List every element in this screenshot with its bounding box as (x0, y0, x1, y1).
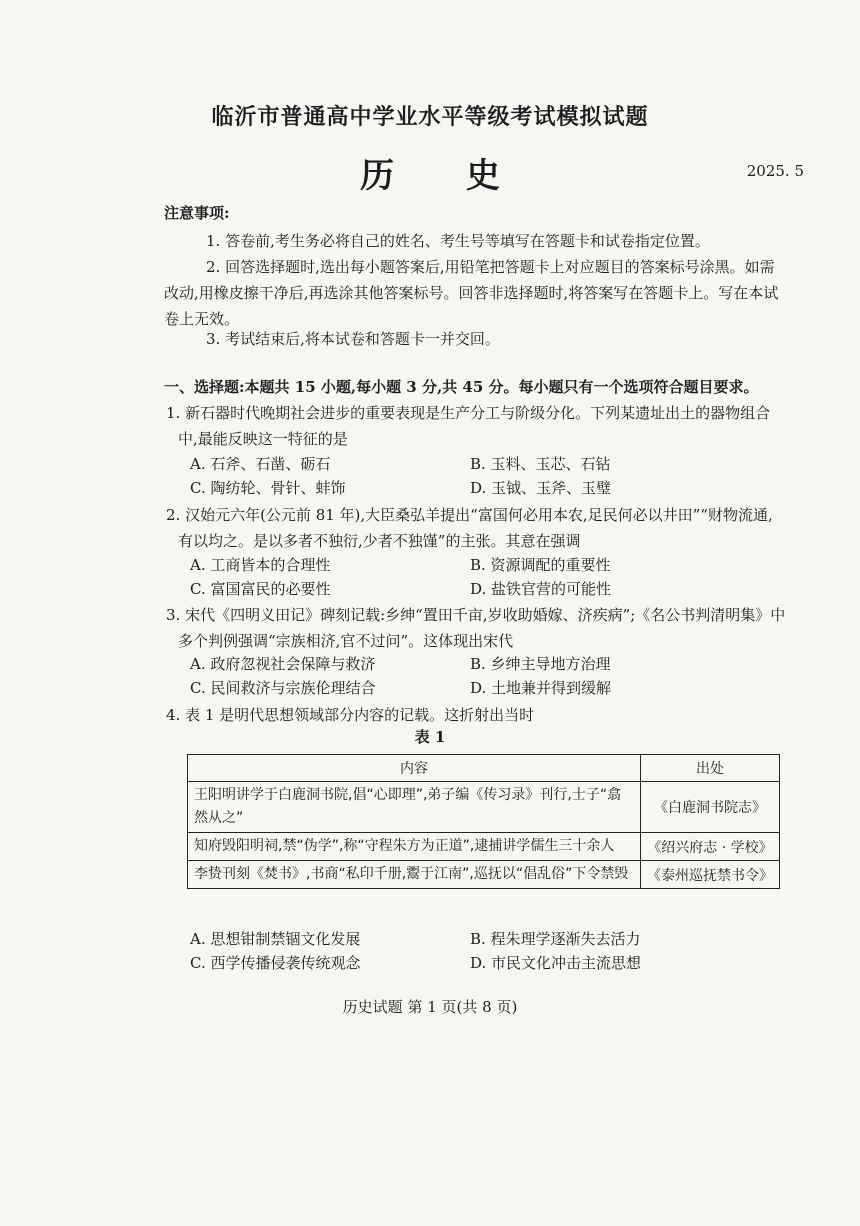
option-d: D. 市民文化冲击主流思想 (470, 954, 642, 972)
table-row (188, 861, 780, 889)
exam-title: 临沂市普通高中学业水平等级考试模拟试题 (211, 104, 649, 130)
question-stem: 2. 汉始元六年(公元前 81 年),大臣桑弘羊提出“富国何必用本农,足民何必以井田”“财物流通,有以均之。是以多者不独衍,少者不独馑”的主张。其意在强调 (166, 506, 773, 550)
option-d: D. 盐铁官营的可能性 (470, 580, 612, 598)
table-1 (187, 754, 780, 889)
column-header-source: 出处 (641, 755, 780, 782)
table-caption: 表 1 (414, 728, 446, 746)
option-b: B. 乡绅主导地方治理 (470, 655, 611, 673)
option-d: D. 玉钺、玉斧、玉璧 (470, 479, 612, 497)
section-heading: 一、选择题:本题共 15 小题,每小题 3 分,共 45 分。每小题只有一个选项符合题目要求。 (164, 378, 759, 396)
question-2 (166, 502, 786, 554)
option-b: B. 资源调配的重要性 (470, 556, 611, 574)
page-footer: 历史试题 第 1 页(共 8 页) (342, 998, 518, 1016)
option-a: A. 石斧、石凿、砺石 (190, 455, 331, 473)
question-stem: 3. 宋代《四明义田记》碑刻记载:乡绅“置田千亩,岁收助婚嫁、济疾病”;《名公书判清明集》中多个判例强调“宗族相济,官不过问”。这体现出宋代 (166, 606, 786, 650)
table-cell-content: 王阳明讲学于白鹿洞书院,倡“心即理”,弟子编《传习录》刊行,士子“翕然从之” (188, 782, 641, 833)
notes-heading: 注意事项: (164, 204, 230, 222)
question-1 (166, 400, 786, 452)
column-header-content: 内容 (188, 755, 641, 782)
question-4 (166, 702, 786, 728)
note-item-1: 1. 答卷前,考生务必将自己的姓名、考生号等填写在答题卡和试卷指定位置。 (206, 232, 710, 250)
question-3 (166, 602, 786, 654)
table-row (188, 782, 780, 833)
table-cell-content: 李贽刊刻《焚书》,书商“私印千册,鬻于江南”,巡抚以“倡乱俗”下令禁毁 (188, 861, 641, 889)
table-cell-content: 知府毁阳明祠,禁“伪学”,称“守程朱方为正道”,逮捕讲学儒生三十余人 (188, 833, 641, 861)
option-c: C. 民间救济与宗族伦理结合 (190, 679, 376, 697)
question-stem: 4. 表 1 是明代思想领域部分内容的记载。这折射出当时 (166, 706, 535, 724)
table-cell-source: 《绍兴府志 · 学校》 (641, 833, 780, 861)
option-c: C. 陶纺轮、骨针、蚌饰 (190, 479, 346, 497)
option-a: A. 工商皆本的合理性 (190, 556, 331, 574)
option-b: B. 程朱理学逐渐失去活力 (470, 930, 641, 948)
exam-date: 2025. 5 (746, 162, 804, 180)
option-b: B. 玉料、玉芯、石钻 (470, 455, 611, 473)
table-row (188, 833, 780, 861)
note-item-3: 3. 考试结束后,将本试卷和答题卡一并交回。 (206, 330, 500, 348)
table-header-row (188, 755, 780, 782)
question-stem: 1. 新石器时代晚期社会进步的重要表现是生产分工与阶级分化。下列某遗址出土的器物组合中,最能反映这一特征的是 (166, 404, 771, 448)
option-c: C. 西学传播侵袭传统观念 (190, 954, 361, 972)
table-cell-source: 《白鹿洞书院志》 (641, 782, 780, 833)
option-d: D. 土地兼并得到缓解 (470, 679, 612, 697)
note-item-2: 2. 回答选择题时,选出每小题答案后,用铅笔把答题卡上对应题目的答案标号涂黑。如需改动,用橡皮擦干净后,再选涂其他答案标号。回答非选择题时,将答案写在答题卡上。写在本试卷上无效。 (164, 258, 779, 328)
subject-title: 历 史 (360, 156, 530, 196)
option-a: A. 思想钳制禁锢文化发展 (190, 930, 361, 948)
table-cell-source: 《泰州巡抚禁书令》 (641, 861, 780, 889)
option-c: C. 富国富民的必要性 (190, 580, 331, 598)
option-a: A. 政府忽视社会保障与救济 (190, 655, 376, 673)
